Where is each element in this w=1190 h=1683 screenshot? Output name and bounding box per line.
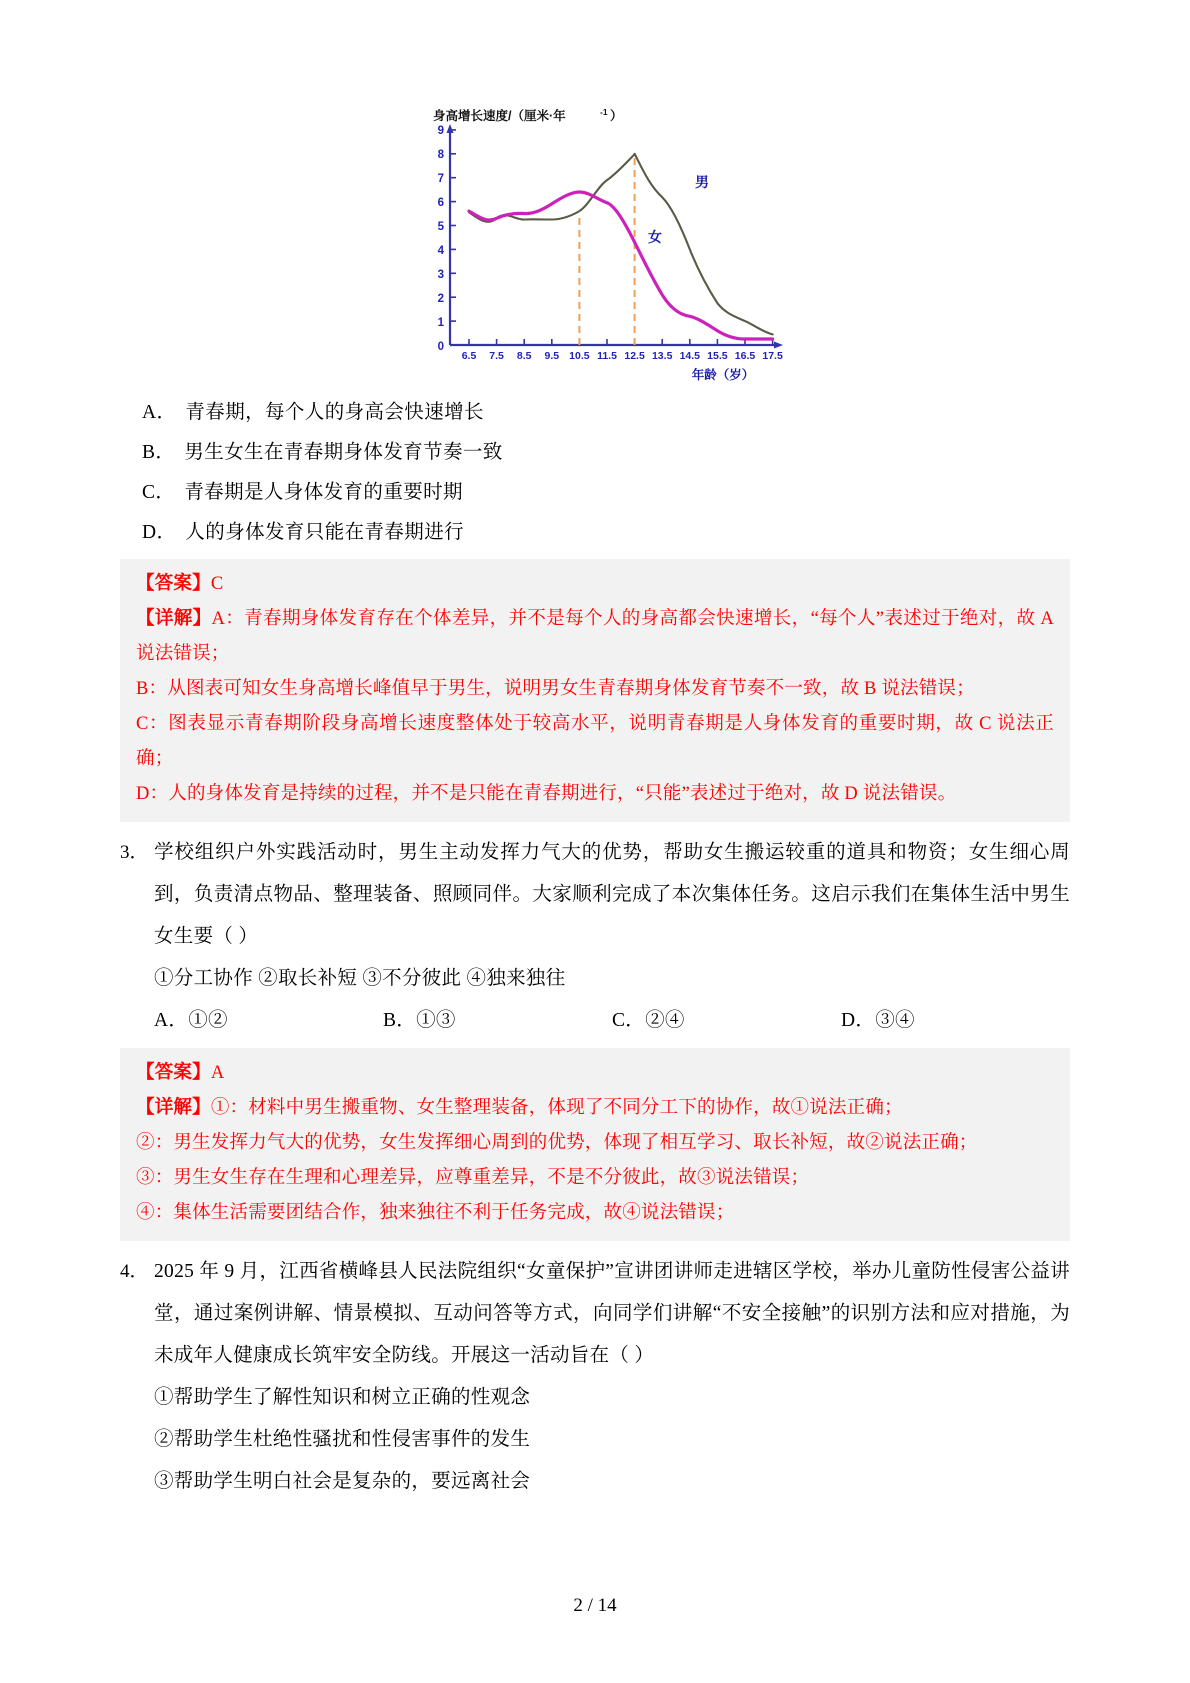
answer-tag: 【答案】: [136, 1063, 211, 1083]
question-3-stem: 学校组织户外实践活动时，男生主动发挥力气大的优势，帮助女生搬运较重的道具和物资；女生细心周到，负责清点物品、整理装备、照顾同伴。大家顺利完成了本次集体任务。这启示我们在集体生活中男生女生要（ ）: [154, 842, 1070, 947]
svg-text:8: 8: [437, 149, 444, 161]
svg-text:11.5: 11.5: [597, 350, 617, 362]
question-4-number: 4．: [120, 1261, 149, 1282]
question3-explanation: [120, 1048, 1070, 1241]
detail-tag: 【详解】: [136, 609, 212, 629]
svg-text:8.5: 8.5: [516, 350, 532, 362]
svg-text:16.5: 16.5: [734, 350, 756, 362]
choice-b-text: ①③: [416, 1010, 456, 1031]
question-3: [120, 832, 1070, 1042]
chart-y-axis-arrow: [447, 124, 454, 133]
growth-velocity-figure: [120, 102, 1070, 387]
question-4-item-2: ③帮助学生明白社会是复杂的，要远离社会: [154, 1471, 531, 1492]
chart-series-male: [469, 154, 773, 335]
question3-detail-1: ②：男生发挥力气大的优势，女生发挥细心周到的优势，体现了相互学习、取长补短，故②说法正确；: [136, 1133, 978, 1153]
answer-value: A: [210, 1063, 225, 1083]
question3-detail-2: ③：男生女生存在生理和心理差异，应尊重差异，不是不分彼此，故③说法错误；: [136, 1168, 810, 1188]
svg-text:9: 9: [437, 125, 444, 137]
detail-text-0: ①：材料中男生搬重物、女生整理装备，体现了不同分工下的协作，故①说法正确；: [210, 1098, 903, 1118]
question-4-stem: 2025 年 9 月，江西省横峰县人民法院组织“女童保护”宣讲团讲师走进辖区学校，举办儿童防性侵害公益讲堂，通过案例讲解、情景模拟、互动问答等方式，向同学们讲解“不安全接触”的识别方法和应对措施，为未成年人健康成长筑牢安全防线。开展这一活动旨在（ ）: [154, 1261, 1070, 1366]
svg-text:9.5: 9.5: [544, 350, 560, 362]
question3-answer-line: [136, 1056, 1054, 1091]
page-footer: [0, 1595, 1190, 1617]
svg-text:7.5: 7.5: [489, 350, 504, 362]
detail-tag: 【详解】: [136, 1098, 211, 1118]
svg-text:1: 1: [437, 317, 444, 329]
question-3-items: ①分工协作 ②取长补短 ③不分彼此 ④独来独往: [154, 968, 566, 989]
svg-text:15.5: 15.5: [707, 350, 728, 362]
choice-a-text: ①②: [188, 1010, 228, 1031]
chart-label-female: 女: [648, 229, 662, 245]
question2-answer-line: [136, 567, 1054, 602]
svg-text:17.5: 17.5: [762, 350, 783, 362]
choice-a-label: A．: [154, 1010, 189, 1031]
chart-y-axis-exponent: -1: [600, 107, 608, 117]
option-a-text: 青春期，每个人的身高会快速增长: [185, 402, 484, 423]
option-d-text: 人的身体发育只能在青春期进行: [185, 522, 464, 543]
option-d-label: D．: [142, 522, 177, 543]
option-c-label: C．: [142, 482, 176, 503]
svg-text:5: 5: [437, 221, 444, 233]
svg-text:6.5: 6.5: [461, 350, 477, 362]
question2-detail-2: C：图表显示青春期阶段身高增长速度整体处于较高水平，说明青春期是人身体发育的重要时期，故 C 说法正确；: [136, 714, 1054, 769]
question-4-body: [154, 1251, 1070, 1503]
choice-c-label: C．: [612, 1010, 646, 1031]
chart-label-male: 男: [695, 174, 709, 190]
svg-text:14.5: 14.5: [679, 350, 701, 362]
chart-series-female: [469, 192, 773, 339]
question2-detail-1: B：从图表可知女生身高增长峰值早于男生，说明男女生青春期身体发育节奏不一致，故 B 说法错误；: [136, 679, 975, 699]
svg-text:0: 0: [437, 341, 444, 353]
chart-y-tick-labels: [438, 125, 445, 353]
chart-y-axis-title: 身高增长速度/（厘米·年: [433, 109, 566, 123]
option-d: [120, 513, 1070, 553]
question-4: [120, 1251, 1070, 1503]
option-b: [120, 433, 1070, 473]
svg-text:4: 4: [437, 245, 444, 257]
svg-text:12.5: 12.5: [624, 350, 645, 362]
svg-text:3: 3: [437, 269, 444, 281]
answer-tag: 【答案】: [136, 574, 211, 594]
option-c-text: 青春期是人身体发育的重要时期: [184, 482, 463, 503]
question-3-choice-d: [841, 1000, 1070, 1042]
chart-box: [405, 102, 785, 387]
chart-x-axis-arrow: [774, 342, 783, 349]
svg-text:2: 2: [437, 293, 444, 305]
option-c: [120, 473, 1070, 513]
choice-c-text: ②④: [645, 1010, 685, 1031]
question-3-choices: [154, 1000, 1070, 1042]
choice-d-label: D．: [841, 1010, 876, 1031]
question-3-number: 3．: [120, 842, 149, 863]
option-a: [120, 393, 1070, 433]
detail-text-0: A：青春期身体发育存在个体差异，并不是每个人的身高都会快速增长，“每个人”表述过于绝对，故 A 说法错误；: [136, 609, 1054, 664]
question2-detail-0: [136, 602, 1054, 672]
option-b-text: 男生女生在青春期身体发育节奏一致: [184, 442, 503, 463]
option-b-label: B．: [142, 442, 176, 463]
answer-value: C: [210, 574, 224, 594]
question3-detail-3: ④：集体生活需要团结合作，独来独往不利于任务完成，故④说法错误；: [136, 1203, 735, 1223]
svg-text:6: 6: [437, 197, 444, 209]
question-4-item-0: ①帮助学生了解性知识和树立正确的性观念: [154, 1387, 531, 1408]
question2-options: [120, 393, 1070, 553]
question-3-choice-b: [383, 1000, 612, 1042]
question-3-choice-a: [154, 1000, 383, 1042]
question2-explanation: [120, 559, 1070, 822]
question2-detail-3: D：人的身体发育是持续的过程，并不是只能在青春期进行，“只能”表述过于绝对，故 D 说法错误。: [136, 784, 957, 804]
question-4-item-1: ②帮助学生杜绝性骚扰和性侵害事件的发生: [154, 1429, 531, 1450]
chart-x-tick-labels: [462, 350, 783, 362]
choice-b-label: B．: [383, 1010, 417, 1031]
svg-text:10.5: 10.5: [569, 350, 590, 362]
page-number: 2 / 14: [573, 1595, 617, 1616]
question-3-choice-c: [612, 1000, 841, 1042]
option-a-label: A．: [142, 402, 177, 423]
svg-text:7: 7: [437, 173, 444, 185]
question-3-body: [154, 832, 1070, 1042]
growth-velocity-chart: [405, 102, 785, 387]
chart-y-axis-title-close: ）: [610, 109, 623, 123]
choice-d-text: ③④: [875, 1010, 915, 1031]
chart-x-axis-title: 年龄（岁）: [691, 368, 755, 382]
svg-text:13.5: 13.5: [651, 350, 673, 362]
question3-detail-0: [136, 1091, 1054, 1126]
